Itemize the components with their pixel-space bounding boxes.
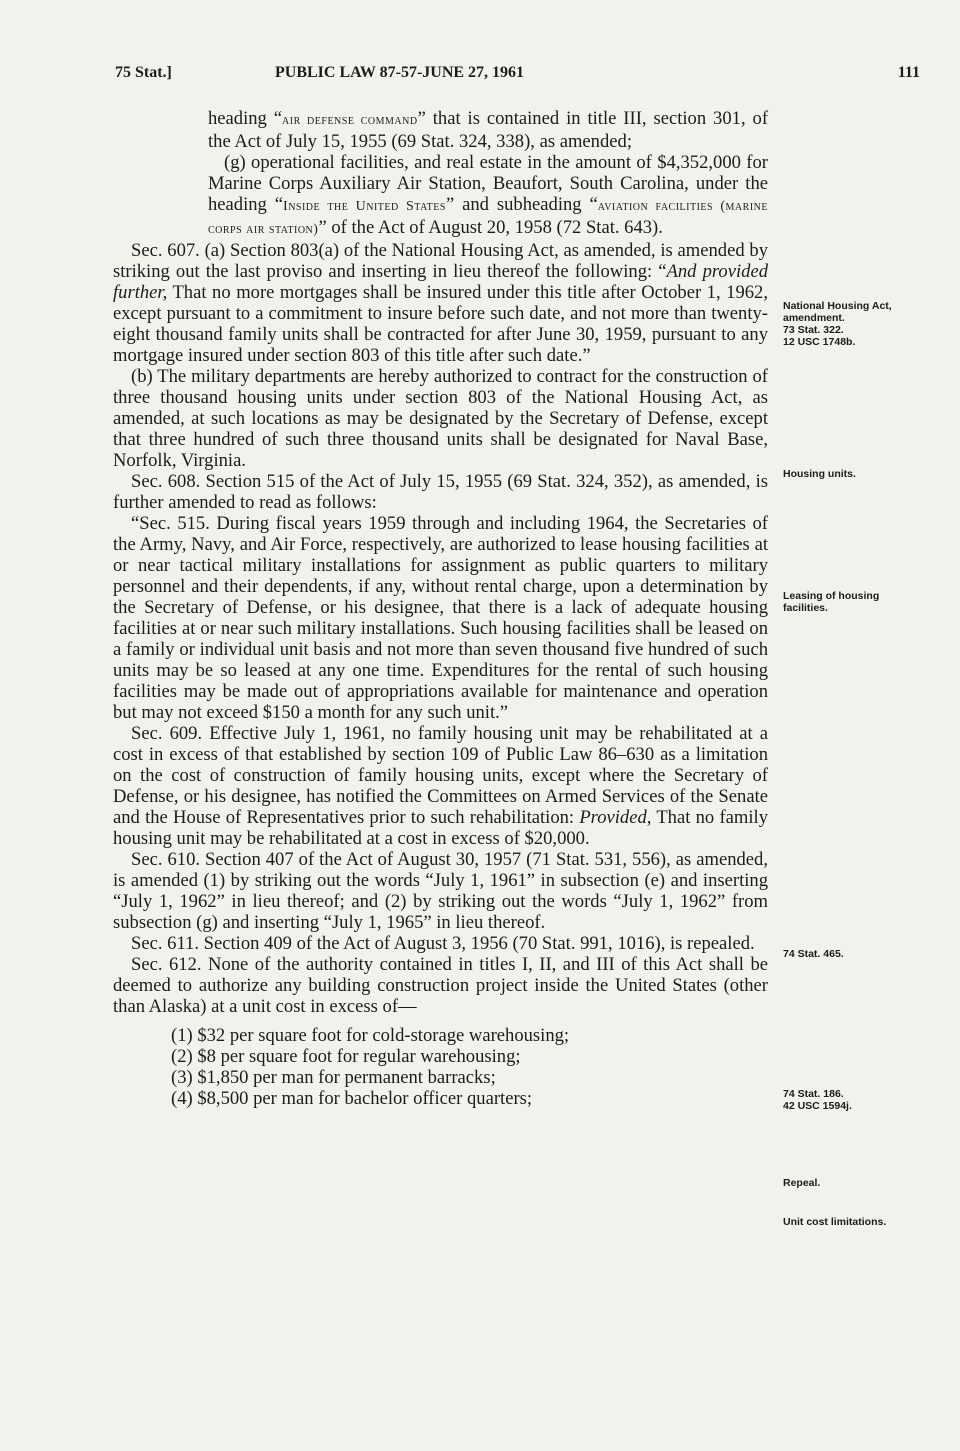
body-text bbox=[113, 108, 768, 1109]
margin-note-74-stat-186 bbox=[783, 1088, 923, 1112]
margin-note-national-housing bbox=[783, 300, 923, 348]
smallcaps-run: air defense command bbox=[282, 113, 418, 128]
list-item: (4) $8,500 per man for bachelor officer quarters; bbox=[171, 1088, 533, 1109]
margin-note-repeal: Repeal. bbox=[783, 1177, 821, 1189]
text-run: ” that is contained in title III, section 301, of the Act of July 15, 1955 (69 Stat. 324, 338), as amended; bbox=[208, 108, 769, 152]
margin-note-unit-cost: Unit cost limitations. bbox=[783, 1216, 887, 1228]
section-515-quote: “Sec. 515. During fiscal years 1959 through and including 1964, the Secretaries of the Army, Navy, and Air Force, respectively, are authorized to lease housing facilities at or near tactical military installations for assignment as public quarters to military personnel and their dependents, if any, without rental charge, upon a determination by the Secretary of Defense, or his designee, that there is a lack of adequate housing facilities at or near such military installations. Such housing facilities shall be leased on a family or individual unit basis and not more than seven thousand five hundred of such units may be so leased at any one time. Expenditures for the rental of such housing facilities may be made out of appropriations available for maintenance and operation but may not exceed $150 a month for any such unit.” bbox=[113, 513, 768, 723]
header-title: PUBLIC LAW 87-57-JUNE 27, 1961 bbox=[275, 64, 525, 81]
margin-note-text: National Housing Act, amendment. bbox=[783, 300, 892, 324]
section-607a bbox=[113, 240, 768, 366]
list-item: (3) $1,850 per man for permanent barracks; bbox=[171, 1067, 496, 1088]
section-607b: (b) The military departments are hereby authorized to contract for the construction of three thousand housing units under section 803 of the National Housing Act, as amended, at such locations as may be designated by the Secretary of Defense, except that three hundred of such three thousand units shall be designated for Naval Base, Norfolk, Virginia. bbox=[113, 366, 768, 471]
text-run: ” of the Act of August 20, 1958 (72 Stat. 643). bbox=[318, 217, 663, 238]
margin-note-housing-units: Housing units. bbox=[783, 468, 856, 480]
paragraph-subsection-g bbox=[208, 152, 768, 240]
section-611: Sec. 611. Section 409 of the Act of August 3, 1956 (70 Stat. 991, 1016), is repealed. bbox=[131, 933, 755, 954]
smallcaps-run: Inside the United States bbox=[283, 199, 446, 214]
text-run: heading “ bbox=[208, 108, 283, 129]
page-number: 111 bbox=[897, 64, 920, 81]
italic-run: Provided, bbox=[579, 807, 652, 828]
margin-note-text: 12 USC 1748b. bbox=[783, 336, 856, 348]
text-run: That no family housing unit may be rehabilitated at a cost in excess of $20,000. bbox=[113, 807, 768, 849]
cost-limit-list bbox=[113, 1025, 768, 1109]
section-610: Sec. 610. Section 407 of the Act of August 30, 1957 (71 Stat. 531, 556), as amended, is amended (1) by striking out the words “July 1, 1961” in subsection (e) and inserting “July 1, 1962” in lieu thereof; and (2) by striking out the words “July 1, 1962” from subsection (g) and inserting “July 1, 1965” in lieu thereof. bbox=[113, 849, 768, 933]
margin-note-74-stat-465: 74 Stat. 465. bbox=[783, 948, 844, 960]
page-header bbox=[115, 64, 920, 88]
text-run: Sec. 607. (a) Section 803(a) of the National Housing Act, as amended, is amended by striking out the last proviso and inserting in lieu thereof the following: “ bbox=[113, 240, 768, 282]
margin-note-leasing: Leasing of housing facilities. bbox=[783, 590, 880, 614]
subsection-block bbox=[113, 108, 768, 240]
list-item: (1) $32 per square foot for cold-storage warehousing; bbox=[171, 1025, 570, 1046]
margin-note-text: 74 Stat. 186. bbox=[783, 1088, 844, 1100]
header-volume: 75 Stat.] bbox=[115, 64, 172, 81]
section-612: Sec. 612. None of the authority contained in titles I, II, and III of this Act shall be deemed to authorize any building construction project inside the United States (other than Alaska) at a unit cost in excess of— bbox=[113, 954, 768, 1017]
smallcaps-run: aviation facilities (marine corps air station) bbox=[208, 199, 768, 237]
text-run: Sec. 609. Effective July 1, 1961, no family housing unit may be rehabilitated at a cost in excess of that established by section 109 of Public Law 86–630 as a limitation on the cost of construction of family housing units, except where the Secretary of Defense, or his designee, has notified the Committees on Armed Services of the Senate and the House of Representatives prior to such rehabilitation: bbox=[113, 723, 768, 828]
text-run: That no more mortgages shall be insured under this title after October 1, 1962, except pursuant to a commitment to insure before such date, and not more than twenty-eight thousand family units shall be contracted for after June 30, 1959, pursuant to any mortgage insured under section 803 of this title after such date.” bbox=[113, 282, 768, 366]
list-item: (2) $8 per square foot for regular warehousing; bbox=[171, 1046, 521, 1067]
text-run: ” and subheading “ bbox=[445, 194, 598, 215]
section-608: Sec. 608. Section 515 of the Act of July 15, 1955 (69 Stat. 324, 352), as amended, is further amended to read as follows: bbox=[113, 471, 768, 513]
text-run: (g) operational facilities, and real estate in the amount of $4,352,000 for Marine Corps Auxiliary Air Station, Beaufort, South Carolina, under the heading “ bbox=[208, 152, 768, 215]
margin-note-text: 42 USC 1594j. bbox=[783, 1100, 852, 1112]
paragraph-heading-continuation bbox=[208, 108, 768, 152]
section-609 bbox=[113, 723, 768, 849]
margin-note-text: 73 Stat. 322. bbox=[783, 324, 844, 336]
italic-run: And provided further, bbox=[113, 261, 768, 303]
